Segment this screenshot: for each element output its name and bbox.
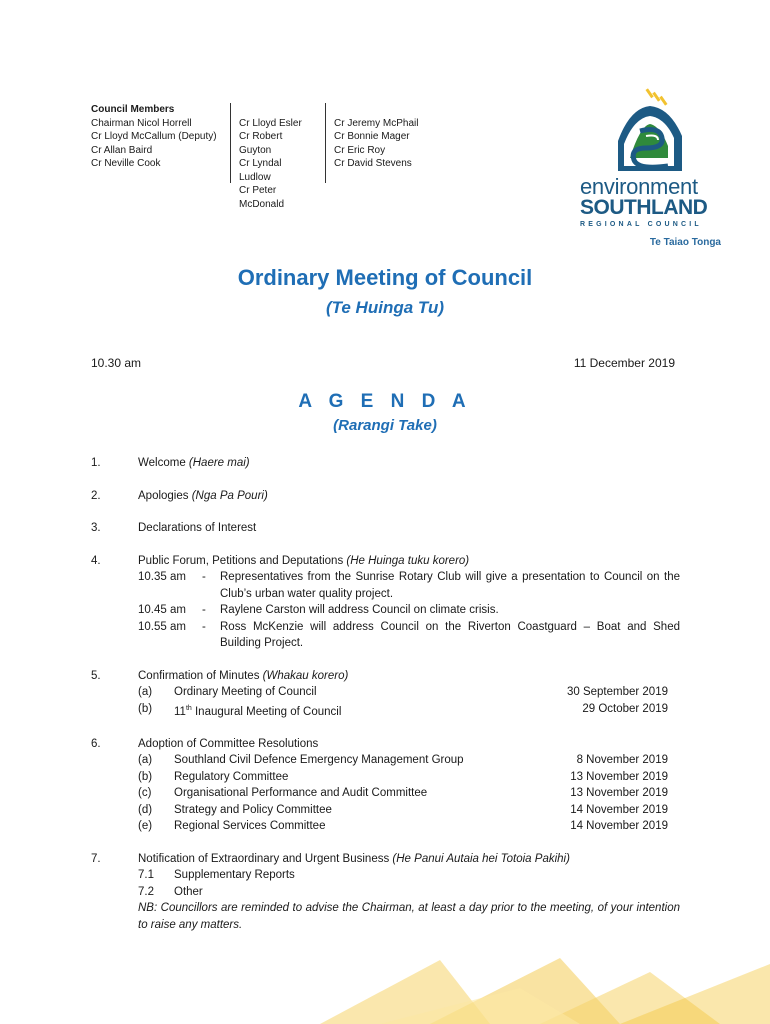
river-mountain-logo-icon xyxy=(610,86,690,176)
sub-item xyxy=(138,867,680,884)
sub-item-ordinal: 11 xyxy=(174,705,186,718)
sub-item xyxy=(138,818,680,835)
sub-item-letter: (d) xyxy=(138,803,153,816)
logo-line-southland: SOUTHLAND xyxy=(580,196,708,219)
member-name: Cr Eric Roy xyxy=(334,144,386,156)
timed-entry-dash: - xyxy=(202,571,206,583)
timed-entry-dash: - xyxy=(202,604,206,616)
meeting-subtitle: (Te Huinga Tu) xyxy=(325,298,445,317)
sub-item xyxy=(138,684,680,701)
agenda-item-number: 5. xyxy=(91,669,101,682)
agenda-item-translation: (Haere mai) xyxy=(188,457,250,469)
agenda-item xyxy=(91,736,680,835)
sub-item-letter: (c) xyxy=(138,787,152,800)
meeting-title: Ordinary Meeting of Council xyxy=(237,265,533,290)
meeting-time: 10.30 am xyxy=(91,356,142,370)
sub-item xyxy=(138,701,680,720)
agenda-item xyxy=(91,668,680,720)
sub-item-text: Inaugural Meeting of Council xyxy=(191,705,342,718)
agenda-note: NB: Councillors are reminded to advise the Chairman, at least a day prior to the meeting, of your intention to raise any matters. xyxy=(138,902,680,931)
decorative-triangles-footer xyxy=(320,958,770,1024)
agenda-item-text: Apologies xyxy=(138,489,189,502)
sub-item-text: Supplementary Reports xyxy=(174,869,295,882)
agenda-item-text: Welcome xyxy=(138,457,186,469)
timed-entry-text: Ross McKenzie will address Council on the Riverton Coastguard – Boat and Shed Building Project. xyxy=(220,620,680,649)
agenda-item-number: 2. xyxy=(91,489,101,502)
sub-item-date: 14 November 2019 xyxy=(570,803,668,816)
member-name: Cr Lloyd McCallum (Deputy) xyxy=(91,131,217,142)
sub-item-ordinal-suffix: th xyxy=(185,704,192,712)
meeting-date: 11 December 2019 xyxy=(573,356,675,370)
sub-item-text: Southland Civil Defence Emergency Management Group xyxy=(174,754,464,767)
member-name: Cr Allan Baird xyxy=(91,144,153,156)
member-name: Cr Bonnie Mager xyxy=(334,131,410,142)
timed-entry-dash: - xyxy=(202,620,206,633)
agenda-title: A G E N D A xyxy=(298,391,472,412)
logo-line-environment: environment xyxy=(580,174,698,199)
sub-item-text: Regional Services Committee xyxy=(174,820,326,833)
timed-entry xyxy=(138,569,680,602)
sub-item-date: 14 November 2019 xyxy=(570,820,668,833)
sub-item-letter: (b) xyxy=(138,770,153,783)
agenda-item-text: Declarations of Interest xyxy=(138,522,257,534)
sub-item xyxy=(138,752,680,769)
agenda-item-number: 4. xyxy=(91,554,101,567)
sub-item-date: 29 October 2019 xyxy=(582,702,668,715)
agenda-item-translation: (He Panui Autaia hei Totoia Pakihi) xyxy=(392,852,570,865)
agenda-item-text: Notification of Extraordinary and Urgent Business xyxy=(138,852,390,865)
sub-item-date: 13 November 2019 xyxy=(570,770,668,783)
sub-item-letter: (a) xyxy=(138,686,153,698)
agenda-item-number: 1. xyxy=(91,457,101,469)
logo-line-regional-council: REGIONAL COUNCIL xyxy=(580,221,702,228)
sub-item xyxy=(138,769,680,786)
member-name: Cr Neville Cook xyxy=(91,158,161,169)
sub-item-letter: (b) xyxy=(138,702,153,715)
sub-item-text: Other xyxy=(174,885,203,898)
sub-item-text: Strategy and Policy Committee xyxy=(174,803,332,816)
sub-item-text: Regulatory Committee xyxy=(174,770,289,783)
agenda-item-text: Public Forum, Petitions and Deputations xyxy=(138,554,344,567)
timed-entry-text: Representatives from the Sunrise Rotary Club will give a presentation to Council on the Club’s urban water quality project. xyxy=(220,571,680,600)
sub-item-date: 8 November 2019 xyxy=(576,754,668,767)
sub-item-letter: (e) xyxy=(138,820,153,833)
agenda-item xyxy=(91,455,680,472)
timed-entry-time: 10.35 am xyxy=(138,571,186,583)
sub-item xyxy=(138,884,680,901)
sub-item xyxy=(138,802,680,819)
agenda-item-translation: (Nga Pa Pouri) xyxy=(191,489,268,502)
agenda-subtitle: (Rarangi Take) xyxy=(333,417,437,434)
council-members-col1 xyxy=(91,103,230,183)
timed-entry-time: 10.55 am xyxy=(138,620,186,633)
agenda-list xyxy=(91,455,680,949)
timed-entry xyxy=(138,602,680,619)
member-name: Cr Peter McDonald xyxy=(239,185,285,210)
member-name: Cr Lyndal Ludlow xyxy=(239,158,282,183)
agenda-item-number: 7. xyxy=(91,852,101,865)
sub-item-number: 7.1 xyxy=(138,869,154,882)
agenda-item xyxy=(91,851,680,934)
sub-item-date: 13 November 2019 xyxy=(570,787,668,800)
agenda-item xyxy=(91,488,680,505)
sub-item xyxy=(138,785,680,802)
sub-item-number: 7.2 xyxy=(138,885,154,898)
council-members-col3 xyxy=(325,103,432,183)
council-members xyxy=(91,103,432,210)
council-members-heading: Council Members xyxy=(91,104,175,115)
member-name: Cr David Stevens xyxy=(334,158,412,169)
timed-entry xyxy=(138,619,680,652)
timed-entry-time: 10.45 am xyxy=(138,604,186,616)
agenda-item-text: Adoption of Committee Resolutions xyxy=(138,737,319,750)
logo-tagline: Te Taiao Tonga xyxy=(649,237,721,248)
sub-item-text: Organisational Performance and Audit Committee xyxy=(174,787,428,800)
agenda-item-text: Confirmation of Minutes xyxy=(138,669,260,682)
timed-entry-text: Raylene Carston will address Council on climate crisis. xyxy=(220,604,499,616)
agenda-item-translation: (He Huinga tuku korero) xyxy=(346,554,470,567)
member-name: Cr Lloyd Esler xyxy=(239,117,302,129)
agenda-item-number: 3. xyxy=(91,522,101,534)
council-members-col2 xyxy=(230,103,325,210)
sub-item-letter: (a) xyxy=(138,754,153,767)
agenda-item-number: 6. xyxy=(91,737,101,750)
member-name: Chairman Nicol Horrell xyxy=(91,117,192,129)
member-name: Cr Jeremy McPhail xyxy=(334,117,419,129)
agenda-item-translation: (Whakau korero) xyxy=(262,669,349,682)
agenda-item xyxy=(91,520,680,537)
environment-southland-logo xyxy=(580,86,725,248)
sub-item-text: Ordinary Meeting of Council xyxy=(174,686,317,698)
agenda-item xyxy=(91,553,680,652)
member-name: Cr Robert Guyton xyxy=(239,131,283,156)
sub-item-date: 30 September 2019 xyxy=(566,686,668,698)
